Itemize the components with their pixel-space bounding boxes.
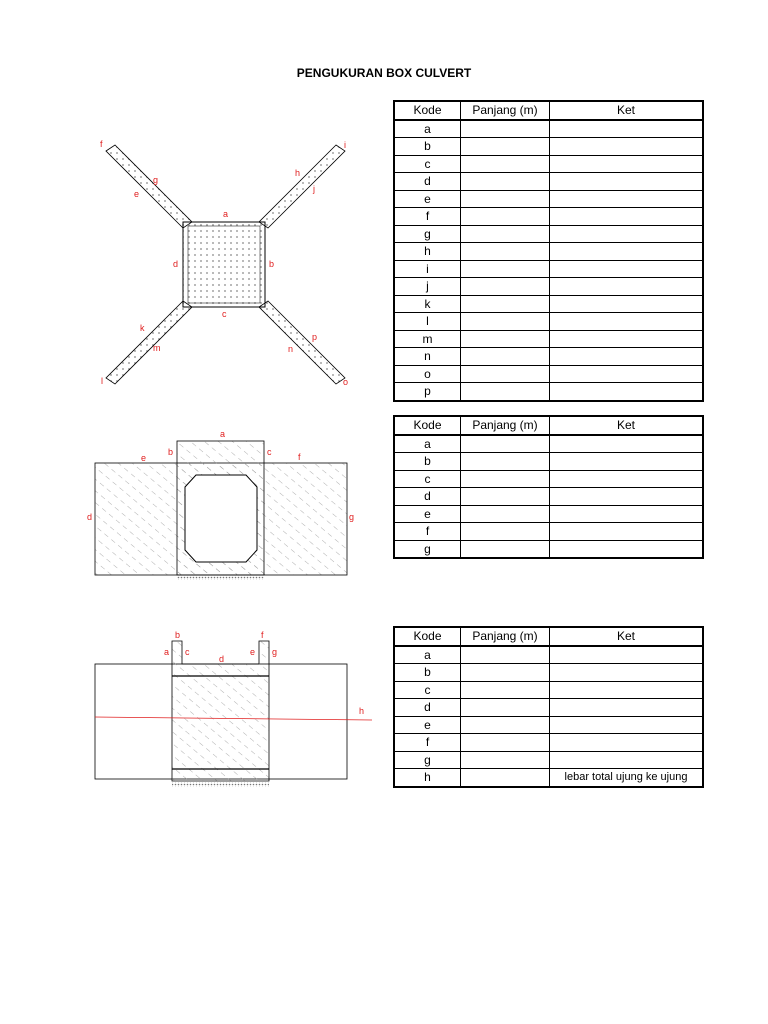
table-row xyxy=(394,330,703,348)
kode-cell: c xyxy=(394,681,461,699)
table-row xyxy=(394,664,703,682)
table-header-row xyxy=(394,101,703,120)
panjang-cell[interactable] xyxy=(461,278,550,296)
table-row xyxy=(394,435,703,453)
kode-cell: e xyxy=(394,190,461,208)
ket-cell[interactable] xyxy=(550,173,704,191)
ket-cell[interactable] xyxy=(550,470,704,488)
kode-cell: f xyxy=(394,523,461,541)
table-row xyxy=(394,540,703,558)
ket-cell[interactable] xyxy=(550,278,704,296)
ket-cell[interactable] xyxy=(550,699,704,717)
side-elevation-diagram xyxy=(95,630,372,787)
table-row xyxy=(394,523,703,541)
kode-cell: i xyxy=(394,260,461,278)
kode-cell: c xyxy=(394,470,461,488)
measurement-table-side xyxy=(393,626,704,788)
label-f: f xyxy=(261,630,264,640)
kode-cell: n xyxy=(394,348,461,366)
label-h: h xyxy=(295,168,301,178)
label-i: i xyxy=(344,140,346,150)
panjang-cell[interactable] xyxy=(461,348,550,366)
ket-cell[interactable] xyxy=(550,505,704,523)
label-f: f xyxy=(100,139,103,149)
kode-cell: h xyxy=(394,243,461,261)
label-c: c xyxy=(267,447,272,457)
kode-cell: b xyxy=(394,664,461,682)
panjang-cell[interactable] xyxy=(461,453,550,471)
kode-cell: g xyxy=(394,225,461,243)
base-gravel xyxy=(172,782,269,787)
panjang-cell[interactable] xyxy=(461,365,550,383)
kode-cell: d xyxy=(394,173,461,191)
panjang-cell[interactable] xyxy=(461,681,550,699)
panjang-cell[interactable] xyxy=(461,208,550,226)
ket-cell[interactable] xyxy=(550,330,704,348)
table-row xyxy=(394,699,703,717)
ket-cell[interactable] xyxy=(550,681,704,699)
base-gravel xyxy=(177,576,264,580)
ket-cell[interactable] xyxy=(550,488,704,506)
table-row xyxy=(394,505,703,523)
kode-cell: p xyxy=(394,383,461,401)
table-row xyxy=(394,313,703,331)
label-b: b xyxy=(168,447,174,457)
table-row xyxy=(394,155,703,173)
header-panjang: Panjang (m) xyxy=(461,627,550,646)
table-row xyxy=(394,278,703,296)
table-row xyxy=(394,138,703,156)
ket-cell[interactable] xyxy=(550,734,704,752)
page-title: PENGUKURAN BOX CULVERT xyxy=(296,66,472,80)
plan-view-diagram xyxy=(100,139,348,387)
table-row xyxy=(394,716,703,734)
table-row xyxy=(394,173,703,191)
panjang-cell[interactable] xyxy=(461,540,550,558)
kode-cell: b xyxy=(394,138,461,156)
table-row xyxy=(394,260,703,278)
label-a: a xyxy=(164,647,170,657)
ket-cell[interactable] xyxy=(550,383,704,401)
header-kode: Kode xyxy=(394,416,461,435)
label-e: e xyxy=(134,189,140,199)
panjang-cell[interactable] xyxy=(461,523,550,541)
panjang-cell[interactable] xyxy=(461,751,550,769)
panjang-cell[interactable] xyxy=(461,313,550,331)
kode-cell: l xyxy=(394,313,461,331)
kode-cell: a xyxy=(394,435,461,453)
measurement-table-front xyxy=(393,415,704,559)
panjang-cell[interactable] xyxy=(461,225,550,243)
ket-cell[interactable] xyxy=(550,348,704,366)
panjang-cell[interactable] xyxy=(461,769,550,787)
header-kode: Kode xyxy=(394,101,461,120)
label-m: m xyxy=(153,343,161,353)
label-d: d xyxy=(173,259,179,269)
table-row xyxy=(394,734,703,752)
label-d: d xyxy=(219,654,225,664)
kode-cell: g xyxy=(394,751,461,769)
table-row xyxy=(394,225,703,243)
front-elevation-diagram xyxy=(87,429,354,580)
kode-cell: m xyxy=(394,330,461,348)
culvert-opening xyxy=(185,475,257,562)
kode-cell: d xyxy=(394,699,461,717)
ket-cell[interactable] xyxy=(550,295,704,313)
wing-wall-top-right xyxy=(259,145,345,228)
table-header-row xyxy=(394,627,703,646)
table-row xyxy=(394,120,703,138)
panjang-cell[interactable] xyxy=(461,505,550,523)
header-panjang: Panjang (m) xyxy=(461,101,550,120)
ket-cell[interactable] xyxy=(550,523,704,541)
kode-cell: c xyxy=(394,155,461,173)
ket-cell[interactable] xyxy=(550,190,704,208)
label-l: l xyxy=(101,376,103,386)
ket-cell[interactable]: lebar total ujung ke ujung xyxy=(550,769,704,787)
label-g: g xyxy=(153,175,159,185)
panjang-cell[interactable] xyxy=(461,383,550,401)
table-row xyxy=(394,646,703,664)
panjang-cell[interactable] xyxy=(461,664,550,682)
ket-cell[interactable] xyxy=(550,540,704,558)
table-row xyxy=(394,190,703,208)
header-panjang: Panjang (m) xyxy=(461,416,550,435)
panjang-cell[interactable] xyxy=(461,330,550,348)
label-o: o xyxy=(343,377,349,387)
panjang-cell[interactable] xyxy=(461,488,550,506)
table-row xyxy=(394,383,703,401)
ket-cell[interactable] xyxy=(550,453,704,471)
ket-cell[interactable] xyxy=(550,365,704,383)
ket-cell[interactable] xyxy=(550,313,704,331)
ket-cell[interactable] xyxy=(550,243,704,261)
panjang-cell[interactable] xyxy=(461,243,550,261)
table-row xyxy=(394,769,703,787)
table-row xyxy=(394,243,703,261)
label-a: a xyxy=(223,209,229,219)
panjang-cell[interactable] xyxy=(461,138,550,156)
panjang-cell[interactable] xyxy=(461,190,550,208)
kode-cell: a xyxy=(394,646,461,664)
ket-cell[interactable] xyxy=(550,138,704,156)
kode-cell: f xyxy=(394,734,461,752)
header-ket: Ket xyxy=(550,416,704,435)
table-row xyxy=(394,365,703,383)
label-g: g xyxy=(272,647,278,657)
table-header-row xyxy=(394,416,703,435)
label-b: b xyxy=(269,259,275,269)
panjang-cell[interactable] xyxy=(461,155,550,173)
kode-cell: o xyxy=(394,365,461,383)
header-ket: Ket xyxy=(550,101,704,120)
kode-cell: j xyxy=(394,278,461,296)
ket-cell[interactable] xyxy=(550,435,704,453)
wing-wall-top-left xyxy=(106,145,192,228)
kode-cell: a xyxy=(394,120,461,138)
label-g: g xyxy=(349,512,355,522)
panjang-cell[interactable] xyxy=(461,120,550,138)
table-row xyxy=(394,470,703,488)
measurement-table-plan xyxy=(393,100,704,402)
table-row xyxy=(394,488,703,506)
panjang-cell[interactable] xyxy=(461,260,550,278)
label-j: j xyxy=(313,184,315,194)
label-f: f xyxy=(298,452,301,462)
label-h: h xyxy=(359,706,365,716)
ket-cell[interactable] xyxy=(550,155,704,173)
table-row xyxy=(394,295,703,313)
kode-cell: f xyxy=(394,208,461,226)
label-a: a xyxy=(220,429,226,439)
panjang-cell[interactable] xyxy=(461,646,550,664)
ket-cell[interactable] xyxy=(550,751,704,769)
label-p: p xyxy=(312,332,318,342)
ket-cell[interactable] xyxy=(550,260,704,278)
label-c: c xyxy=(222,309,227,319)
header-ket: Ket xyxy=(550,627,704,646)
ket-cell[interactable] xyxy=(550,225,704,243)
label-e: e xyxy=(250,647,256,657)
panjang-cell[interactable] xyxy=(461,699,550,717)
ket-cell[interactable] xyxy=(550,646,704,664)
kode-cell: g xyxy=(394,540,461,558)
kode-cell: d xyxy=(394,488,461,506)
label-e: e xyxy=(141,453,147,463)
header-kode: Kode xyxy=(394,627,461,646)
label-b: b xyxy=(175,630,181,640)
label-c: c xyxy=(185,647,190,657)
table-row xyxy=(394,751,703,769)
table-row xyxy=(394,453,703,471)
label-n: n xyxy=(288,344,294,354)
panjang-cell[interactable] xyxy=(461,716,550,734)
panjang-cell[interactable] xyxy=(461,435,550,453)
kode-cell: b xyxy=(394,453,461,471)
table-row xyxy=(394,681,703,699)
label-k: k xyxy=(140,323,145,333)
ket-cell[interactable] xyxy=(550,120,704,138)
label-d: d xyxy=(87,512,93,522)
panjang-cell[interactable] xyxy=(461,734,550,752)
kode-cell: h xyxy=(394,769,461,787)
kode-cell: e xyxy=(394,505,461,523)
box-culvert-plan xyxy=(183,222,265,307)
wing-wall-bottom-right xyxy=(259,301,345,384)
ket-cell[interactable] xyxy=(550,208,704,226)
ket-cell[interactable] xyxy=(550,716,704,734)
ket-cell[interactable] xyxy=(550,664,704,682)
table-row xyxy=(394,208,703,226)
table-row xyxy=(394,348,703,366)
kode-cell: k xyxy=(394,295,461,313)
kode-cell: e xyxy=(394,716,461,734)
panjang-cell[interactable] xyxy=(461,470,550,488)
panjang-cell[interactable] xyxy=(461,295,550,313)
wing-wall-bottom-left xyxy=(106,301,192,384)
panjang-cell[interactable] xyxy=(461,173,550,191)
